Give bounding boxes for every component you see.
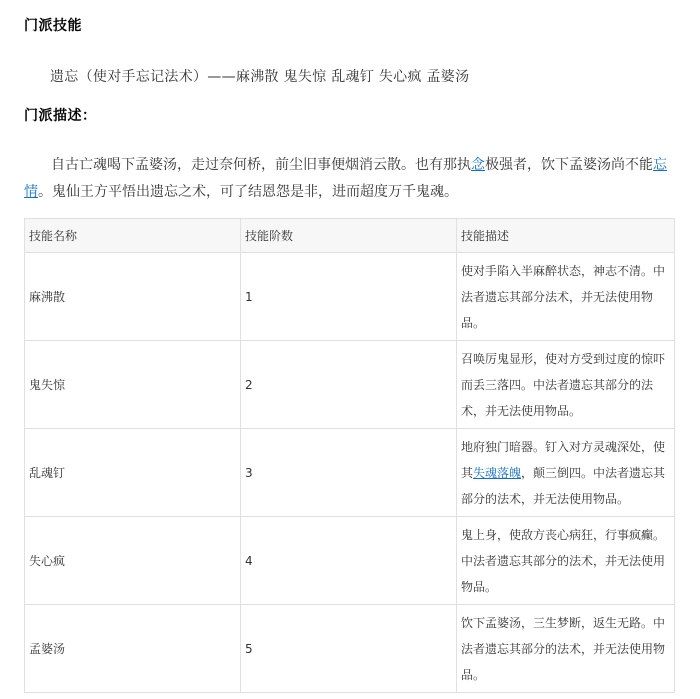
skill-desc-cell: 鬼上身，使敌方丧心病狂，行事疯癫。中法者遗忘其部分的法术，并无法使用物品。	[457, 517, 675, 605]
skill-desc-text-1: 地府独门暗器。钉入对方灵魂深处，使其	[461, 439, 666, 480]
column-header-skill-desc: 技能描述	[457, 219, 675, 253]
section-title-description: 门派描述：	[24, 108, 97, 124]
column-header-skill-name: 技能名称	[25, 219, 241, 253]
skill-level-cell: 3	[241, 429, 457, 517]
table-row	[25, 253, 675, 341]
description-text-3: 。鬼仙王方平悟出遗忘之术，可了结恩怨是非，进而超度万千鬼魂。	[38, 184, 458, 200]
skills-summary-line: 遗忘（使对手忘记法术）——麻沸散 鬼失惊 乱魂钉 失心疯 孟婆汤	[50, 69, 470, 85]
skill-name-cell: 孟婆汤	[25, 605, 241, 693]
skill-level-cell: 2	[241, 341, 457, 429]
skill-name-cell: 鬼失惊	[25, 341, 241, 429]
table-row	[25, 429, 675, 517]
table-row	[25, 605, 675, 693]
skill-level-cell: 1	[241, 253, 457, 341]
sect-description	[24, 152, 684, 206]
description-text-1: 自古亡魂喝下孟婆汤，走过奈何桥，前尘旧事便烟消云散。也有那执	[51, 157, 471, 173]
table-header-row	[25, 219, 675, 253]
skill-desc-cell: 召唤厉鬼显形，使对方受到过度的惊吓而丢三落四。中法者遗忘其部分的法术，并无法使用物品。	[457, 341, 675, 429]
column-header-skill-level: 技能阶数	[241, 219, 457, 253]
skill-name-cell: 乱魂钉	[25, 429, 241, 517]
description-link-wangqing[interactable]: 忘情	[24, 157, 667, 200]
skill-name-cell: 失心疯	[25, 517, 241, 605]
skills-table	[24, 218, 675, 693]
skill-desc-cell: 使对手陷入半麻醉状态，神志不清。中法者遗忘其部分法术，并无法使用物品。	[457, 253, 675, 341]
skill-level-cell: 5	[241, 605, 457, 693]
skill-desc-cell: 饮下孟婆汤，三生梦断，返生无路。中法者遗忘其部分的法术，并无法使用物品。	[457, 605, 675, 693]
skill-name-cell: 麻沸散	[25, 253, 241, 341]
skill-desc-link-shihunluopo[interactable]: 失魂落魄	[473, 465, 522, 480]
description-text-2: 极强者，饮下孟婆汤尚不能	[485, 157, 653, 173]
table-row	[25, 341, 675, 429]
section-title-skills: 门派技能	[24, 18, 82, 34]
description-link-nian[interactable]: 念	[471, 157, 485, 173]
table-row	[25, 517, 675, 605]
skill-level-cell: 4	[241, 517, 457, 605]
skill-desc-cell	[457, 429, 675, 517]
skill-desc-text-2: ，颠三倒四。中法者遗忘其部分的法术，并无法使用物品。	[461, 465, 666, 506]
